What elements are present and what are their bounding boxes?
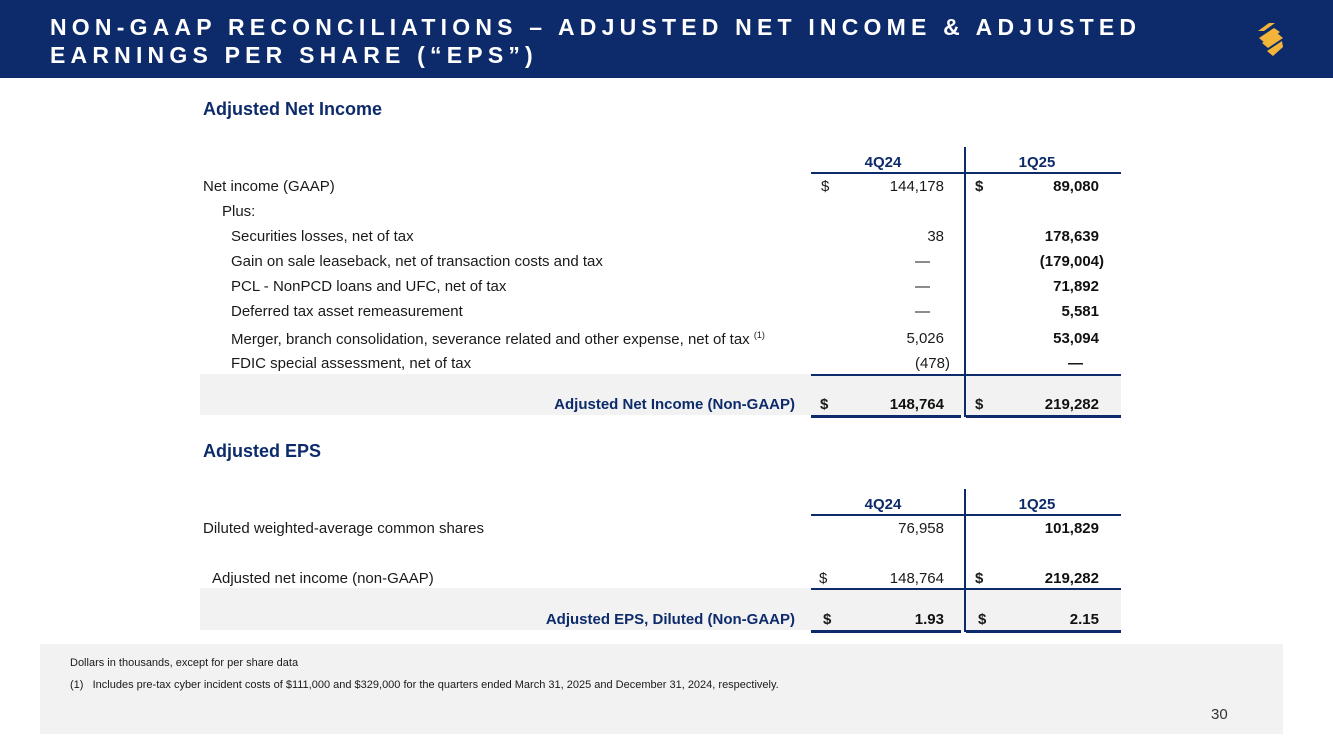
row-label-deferred-tax: Deferred tax asset remeasurement bbox=[231, 303, 463, 320]
footnote-1-marker: (1) bbox=[70, 679, 84, 691]
column-header-1q25: 1Q25 bbox=[1018, 496, 1056, 513]
row-label-securities-losses: Securities losses, net of tax bbox=[231, 228, 414, 245]
dollar-sign: $ bbox=[819, 570, 828, 587]
column-header-1q25: 1Q25 bbox=[1018, 154, 1056, 171]
value-diluted-shares-1q25: 101,829 bbox=[1044, 520, 1099, 537]
column-header-4q24: 4Q24 bbox=[864, 154, 902, 171]
column-divider bbox=[964, 588, 966, 632]
dollar-sign: $ bbox=[975, 178, 984, 195]
row-label-merger-expense bbox=[231, 330, 765, 348]
column-header-rule bbox=[811, 172, 1121, 174]
total-adjusted-net-income-1q25: 219,282 bbox=[1044, 396, 1099, 413]
total-double-rule bbox=[811, 630, 961, 633]
net-income-section-title: Adjusted Net Income bbox=[203, 99, 383, 119]
total-adjusted-eps-4q24: 1.93 bbox=[914, 611, 944, 628]
dollar-sign: $ bbox=[975, 570, 984, 587]
value-fdic-assessment-4q24: (478) bbox=[914, 355, 950, 372]
row-label-diluted-shares: Diluted weighted-average common shares bbox=[203, 520, 484, 537]
total-adjusted-eps-1q25: 2.15 bbox=[1069, 611, 1099, 628]
value-net-income-4q24: 144,178 bbox=[889, 178, 944, 195]
dollar-sign: $ bbox=[820, 396, 829, 413]
merger-expense-text: Merger, branch consolidation, severance related and other expense, net of tax bbox=[231, 331, 750, 348]
value-gain-sale-leaseback-4q24: — bbox=[915, 253, 930, 270]
column-header-4q24: 4Q24 bbox=[864, 496, 902, 513]
value-adjusted-net-income-1q25: 219,282 bbox=[1044, 570, 1099, 587]
total-adjusted-net-income-4q24: 148,764 bbox=[889, 396, 944, 413]
value-diluted-shares-4q24: 76,958 bbox=[898, 520, 944, 537]
footnote-marker: (1) bbox=[753, 330, 765, 340]
value-securities-losses-4q24: 38 bbox=[927, 228, 944, 245]
eps-section-title: Adjusted EPS bbox=[203, 441, 322, 461]
total-label-adjusted-net-income: Adjusted Net Income (Non-GAAP) bbox=[554, 396, 795, 413]
value-securities-losses-1q25: 178,639 bbox=[1044, 228, 1099, 245]
value-pcl-nonpcd-1q25: 71,892 bbox=[1053, 278, 1099, 295]
dollar-sign: $ bbox=[975, 396, 984, 413]
value-net-income-1q25: 89,080 bbox=[1053, 178, 1099, 195]
column-divider bbox=[964, 374, 966, 417]
value-merger-expense-4q24: 5,026 bbox=[906, 330, 944, 347]
row-label-plus: Plus: bbox=[222, 203, 256, 220]
footnote-1-text: Includes pre-tax cyber incident costs of $111,000 and $329,000 for the quarters ended March 31, 2025 and December 31, 2024, respectively. bbox=[92, 679, 779, 691]
total-label-adjusted-eps: Adjusted EPS, Diluted (Non-GAAP) bbox=[545, 611, 795, 628]
row-label-pcl-nonpcd: PCL - NonPCD loans and UFC, net of tax bbox=[231, 278, 507, 295]
company-logo-icon bbox=[1256, 22, 1286, 60]
row-label-adjusted-net-income: Adjusted net income (non-GAAP) bbox=[212, 570, 434, 587]
slide-title: NON-GAAP RECONCILIATIONS – ADJUSTED NET INCOME & ADJUSTED EARNINGS PER SHARE (“EPS”) bbox=[50, 14, 1142, 68]
value-gain-sale-leaseback-1q25: (179,004) bbox=[1039, 253, 1104, 270]
column-header-rule bbox=[811, 514, 1121, 516]
footnotes-panel bbox=[40, 644, 1283, 734]
value-deferred-tax-1q25: 5,581 bbox=[1061, 303, 1099, 320]
value-deferred-tax-4q24: — bbox=[915, 303, 930, 320]
dollar-sign: $ bbox=[821, 178, 830, 195]
page-number: 30 bbox=[1211, 706, 1228, 723]
footnote-units: Dollars in thousands, except for per share data bbox=[70, 657, 299, 669]
subtotal-rule bbox=[811, 374, 1121, 376]
dollar-sign: $ bbox=[978, 611, 987, 628]
value-merger-expense-1q25: 53,094 bbox=[1053, 330, 1099, 347]
row-label-net-income-gaap: Net income (GAAP) bbox=[203, 178, 335, 195]
row-label-fdic-assessment: FDIC special assessment, net of tax bbox=[231, 355, 472, 372]
dollar-sign: $ bbox=[823, 611, 832, 628]
total-double-rule bbox=[966, 630, 1121, 633]
total-double-rule bbox=[811, 415, 961, 418]
row-label-gain-sale-leaseback: Gain on sale leaseback, net of transaction costs and tax bbox=[231, 253, 603, 270]
value-pcl-nonpcd-4q24: — bbox=[915, 278, 930, 295]
slide-header bbox=[0, 0, 1333, 78]
footnote-1 bbox=[70, 679, 779, 691]
value-adjusted-net-income-4q24: 148,764 bbox=[889, 570, 944, 587]
value-fdic-assessment-1q25: — bbox=[1068, 355, 1083, 372]
total-double-rule bbox=[966, 415, 1121, 418]
subtotal-rule bbox=[811, 588, 1121, 590]
